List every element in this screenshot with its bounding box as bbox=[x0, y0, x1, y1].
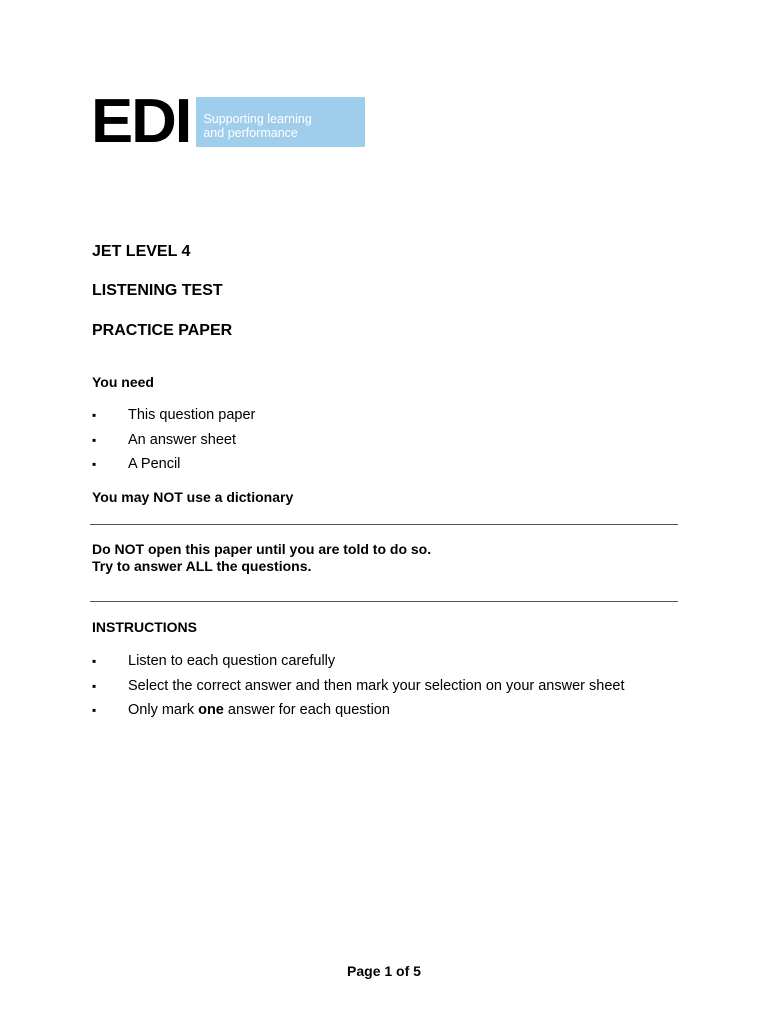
bullet-icon: ▪ bbox=[92, 432, 97, 447]
list-item-text: A Pencil bbox=[128, 456, 181, 472]
dictionary-note: You may NOT use a dictionary bbox=[92, 489, 294, 505]
list-item-text: Listen to each question carefully bbox=[128, 653, 336, 669]
instruction-text-before: Only mark bbox=[128, 702, 199, 718]
test-title: LISTENING TEST bbox=[92, 282, 223, 299]
bullet-icon: ▪ bbox=[92, 408, 97, 422]
instruction-emphasis: one bbox=[198, 702, 224, 718]
you-need-heading: You need bbox=[92, 374, 154, 390]
edi-logo-mark: EDI bbox=[91, 87, 191, 156]
divider bbox=[90, 601, 678, 602]
divider bbox=[90, 524, 678, 525]
edi-logo-tagline bbox=[196, 97, 365, 147]
list-item-text: Select the correct answer and then mark your selection on your answer sheet bbox=[128, 677, 625, 694]
level-title: JET LEVEL 4 bbox=[92, 243, 191, 260]
bullet-icon: ▪ bbox=[92, 678, 97, 693]
instructions-heading: INSTRUCTIONS bbox=[92, 619, 197, 635]
bullet-icon: ▪ bbox=[92, 703, 97, 717]
paper-title: PRACTICE PAPER bbox=[92, 322, 233, 339]
instruction-text-after: answer for each question bbox=[223, 702, 390, 718]
list-item-text bbox=[128, 701, 390, 719]
bullet-icon: ▪ bbox=[92, 654, 97, 668]
page-number: Page 1 of 5 bbox=[347, 963, 421, 979]
list-item-text: This question paper bbox=[128, 407, 256, 423]
logo-tagline-line-1: Supporting learning bbox=[203, 112, 312, 126]
notice-line-1: Do NOT open this paper until you are told to do so. bbox=[92, 541, 432, 557]
edi-logo bbox=[91, 87, 365, 156]
notice-line-2: Try to answer ALL the questions. bbox=[92, 558, 312, 574]
bullet-icon: ▪ bbox=[92, 457, 97, 471]
exam-notice bbox=[92, 541, 431, 575]
list-item-text: An answer sheet bbox=[128, 431, 237, 448]
logo-tagline-line-2: and performance bbox=[203, 126, 298, 140]
